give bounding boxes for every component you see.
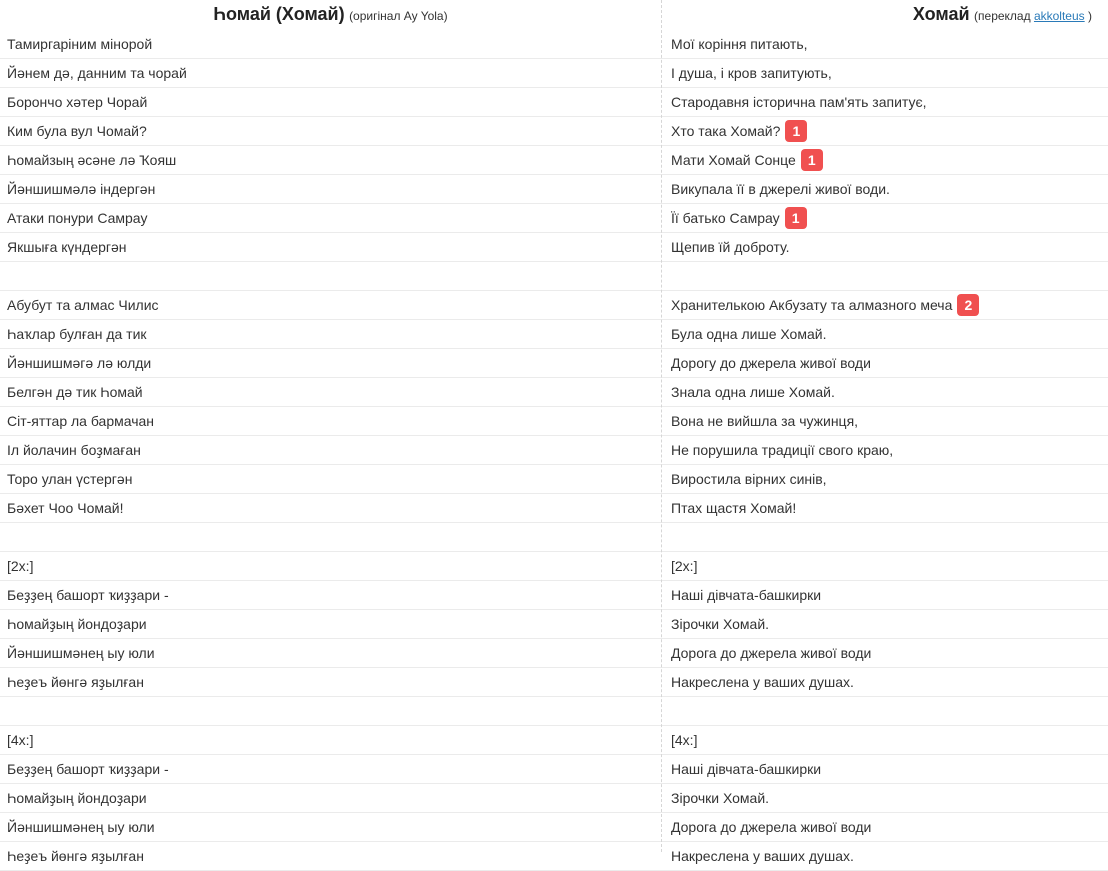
translation-line: Хранителькою Акбузату та алмазного меча	[671, 297, 953, 313]
translation-cell	[663, 262, 1108, 290]
original-line: Һаҡлар булған да тик	[7, 326, 147, 342]
lyric-row	[0, 784, 1108, 813]
lyric-row	[0, 726, 1108, 755]
translation-cell	[663, 813, 1108, 841]
column-divider	[661, 0, 662, 852]
translation-cell	[663, 552, 1108, 580]
translation-line: Виростила вірних синів,	[671, 471, 827, 487]
translation-line: Стародавня історична пам'ять запитує,	[671, 94, 927, 110]
translation-line: Зірочки Хомай.	[671, 790, 770, 806]
lyric-row	[0, 146, 1108, 175]
translation-header	[661, 4, 1108, 25]
translation-line: Дорога до джерела живої води	[671, 645, 872, 661]
original-subtitle: (оригінал Ay Yola)	[349, 8, 448, 23]
translation-cell	[663, 697, 1108, 725]
original-line: Іл йолачин боҙмаған	[7, 442, 141, 458]
lyrics-table	[0, 30, 1108, 871]
translation-cell	[663, 668, 1108, 696]
lyric-row	[0, 436, 1108, 465]
lyric-row	[0, 233, 1108, 262]
original-line: Һомайзың әсәне лә Ҡояш	[7, 152, 177, 168]
original-header	[0, 4, 661, 25]
original-line: Һеҙеъ йөнгә яҙылған	[7, 674, 144, 690]
translation-line: І душа, і кров запитують,	[671, 65, 832, 81]
translation-cell	[663, 436, 1108, 464]
lyric-row	[0, 552, 1108, 581]
lyric-row	[0, 88, 1108, 117]
translation-cell	[663, 30, 1108, 58]
translation-cell	[663, 842, 1108, 870]
translation-line: Знала одна лише Хомай.	[671, 384, 835, 400]
lyric-row	[0, 204, 1108, 233]
lyric-row	[0, 813, 1108, 842]
lyric-row	[0, 842, 1108, 871]
original-line: Һомайҙың йондоҙари	[7, 616, 147, 632]
lyric-row	[0, 291, 1108, 320]
original-line: Йәншишмәнең ыу юли	[7, 819, 155, 835]
lyric-row	[0, 117, 1108, 146]
original-line	[0, 697, 663, 725]
translation-line: [2x:]	[671, 558, 698, 574]
header	[0, 0, 1108, 28]
translation-prefix: (переклад	[974, 8, 1031, 23]
original-line: Йәнем дә, данним та чорай	[7, 65, 187, 81]
lyric-row	[0, 175, 1108, 204]
lyric-row	[0, 523, 1108, 552]
translation-cell	[663, 639, 1108, 667]
translation-cell	[663, 291, 1108, 319]
lyric-row	[0, 378, 1108, 407]
translation-line: Накреслена у ваших душах.	[671, 674, 854, 690]
original-line: Ким була вул Чомай?	[7, 123, 147, 139]
translation-line: Дорога до джерела живої води	[671, 819, 872, 835]
original-line: Торо улан үстергән	[7, 471, 133, 487]
translation-cell	[663, 378, 1108, 406]
lyric-row	[0, 262, 1108, 291]
translation-line: Щепив їй доброту.	[671, 239, 790, 255]
translation-line: Зірочки Хомай.	[671, 616, 770, 632]
translation-title: Хомай	[912, 3, 970, 24]
translation-cell	[663, 204, 1108, 232]
original-line: Атаки понури Самрау	[7, 210, 148, 226]
original-line: Белгән дә тик Һомай	[7, 384, 143, 400]
translation-cell	[663, 784, 1108, 812]
translation-cell	[663, 581, 1108, 609]
translation-suffix: )	[1088, 8, 1092, 23]
original-title: Һомай (Хомай)	[213, 3, 345, 24]
lyric-row	[0, 494, 1108, 523]
translation-line: Птах щастя Хомай!	[671, 500, 797, 516]
translation-cell	[663, 523, 1108, 551]
translation-cell	[663, 146, 1108, 174]
lyric-row	[0, 349, 1108, 378]
annotation-badge[interactable]: 2	[957, 294, 979, 316]
annotation-badge[interactable]: 1	[801, 149, 823, 171]
translation-cell	[663, 407, 1108, 435]
translation-line: Мої коріння питають,	[671, 36, 808, 52]
translation-line: Хто така Хомай?	[671, 123, 781, 139]
lyric-row	[0, 320, 1108, 349]
translation-subtitle	[974, 9, 1092, 23]
translation-line: Наші дівчата-башкирки	[671, 761, 822, 777]
translation-line: [4x:]	[671, 732, 698, 748]
translation-line: Вона не вийшла за чужинця,	[671, 413, 859, 429]
original-line: Йәншишмәгә лә юлди	[7, 355, 152, 371]
original-line: Сіт-яттар ла бармачан	[7, 413, 155, 429]
lyric-row	[0, 407, 1108, 436]
translation-cell	[663, 175, 1108, 203]
original-line: Йәншишмәлә індергән	[7, 181, 156, 197]
translation-cell	[663, 755, 1108, 783]
original-line: Абубут та алмас Чилис	[7, 297, 159, 313]
lyric-row	[0, 755, 1108, 784]
translation-line: Наші дівчата-башкирки	[671, 587, 822, 603]
original-line: Борончо хәтер Чорай	[7, 94, 148, 110]
original-line: Бәхет Чоо Чомай!	[7, 500, 124, 516]
translation-line: Викупала її в джерелі живої води.	[671, 181, 890, 197]
translation-line: Накреслена у ваших душах.	[671, 848, 854, 864]
translation-cell	[663, 726, 1108, 754]
translation-line: Мати Хомай Сонце	[671, 152, 796, 168]
lyric-row	[0, 639, 1108, 668]
translation-cell	[663, 610, 1108, 638]
lyric-row	[0, 668, 1108, 697]
original-line: Һеҙеъ йөнгә яҙылған	[7, 848, 144, 864]
original-line: Йәншишмәнең ыу юли	[7, 645, 155, 661]
annotation-badge[interactable]: 1	[785, 120, 807, 142]
translation-cell	[663, 88, 1108, 116]
lyric-row	[0, 581, 1108, 610]
translation-line: Була одна лише Хомай.	[671, 326, 827, 342]
translation-line: Її батько Самрау	[671, 210, 780, 226]
lyric-row	[0, 59, 1108, 88]
original-line: Беҙҙең башорт ҡиҙҙари -	[7, 587, 169, 603]
translation-line: Дорогу до джерела живої води	[671, 355, 871, 371]
translation-cell	[663, 494, 1108, 522]
translation-cell	[663, 320, 1108, 348]
original-line: [4x:]	[7, 732, 34, 748]
lyric-row	[0, 697, 1108, 726]
translation-cell	[663, 117, 1108, 145]
lyric-row	[0, 465, 1108, 494]
lyric-row	[0, 30, 1108, 59]
original-line: [2x:]	[7, 558, 34, 574]
original-line: Беҙҙең башорт ҡиҙҙари -	[7, 761, 169, 777]
annotation-badge[interactable]: 1	[785, 207, 807, 229]
translation-cell	[663, 349, 1108, 377]
original-line: Якшыға күндергән	[7, 239, 127, 255]
translation-line: Не порушила традиції свого краю,	[671, 442, 894, 458]
original-line	[0, 262, 663, 290]
original-line: Һомайҙың йондоҙари	[7, 790, 147, 806]
lyric-row	[0, 610, 1108, 639]
original-line	[0, 523, 663, 551]
translation-cell	[663, 465, 1108, 493]
translation-cell	[663, 233, 1108, 261]
translation-cell	[663, 59, 1108, 87]
translator-link[interactable]: akkolteus	[1033, 8, 1085, 23]
original-line: Тамиргаріним мінорой	[7, 36, 153, 52]
